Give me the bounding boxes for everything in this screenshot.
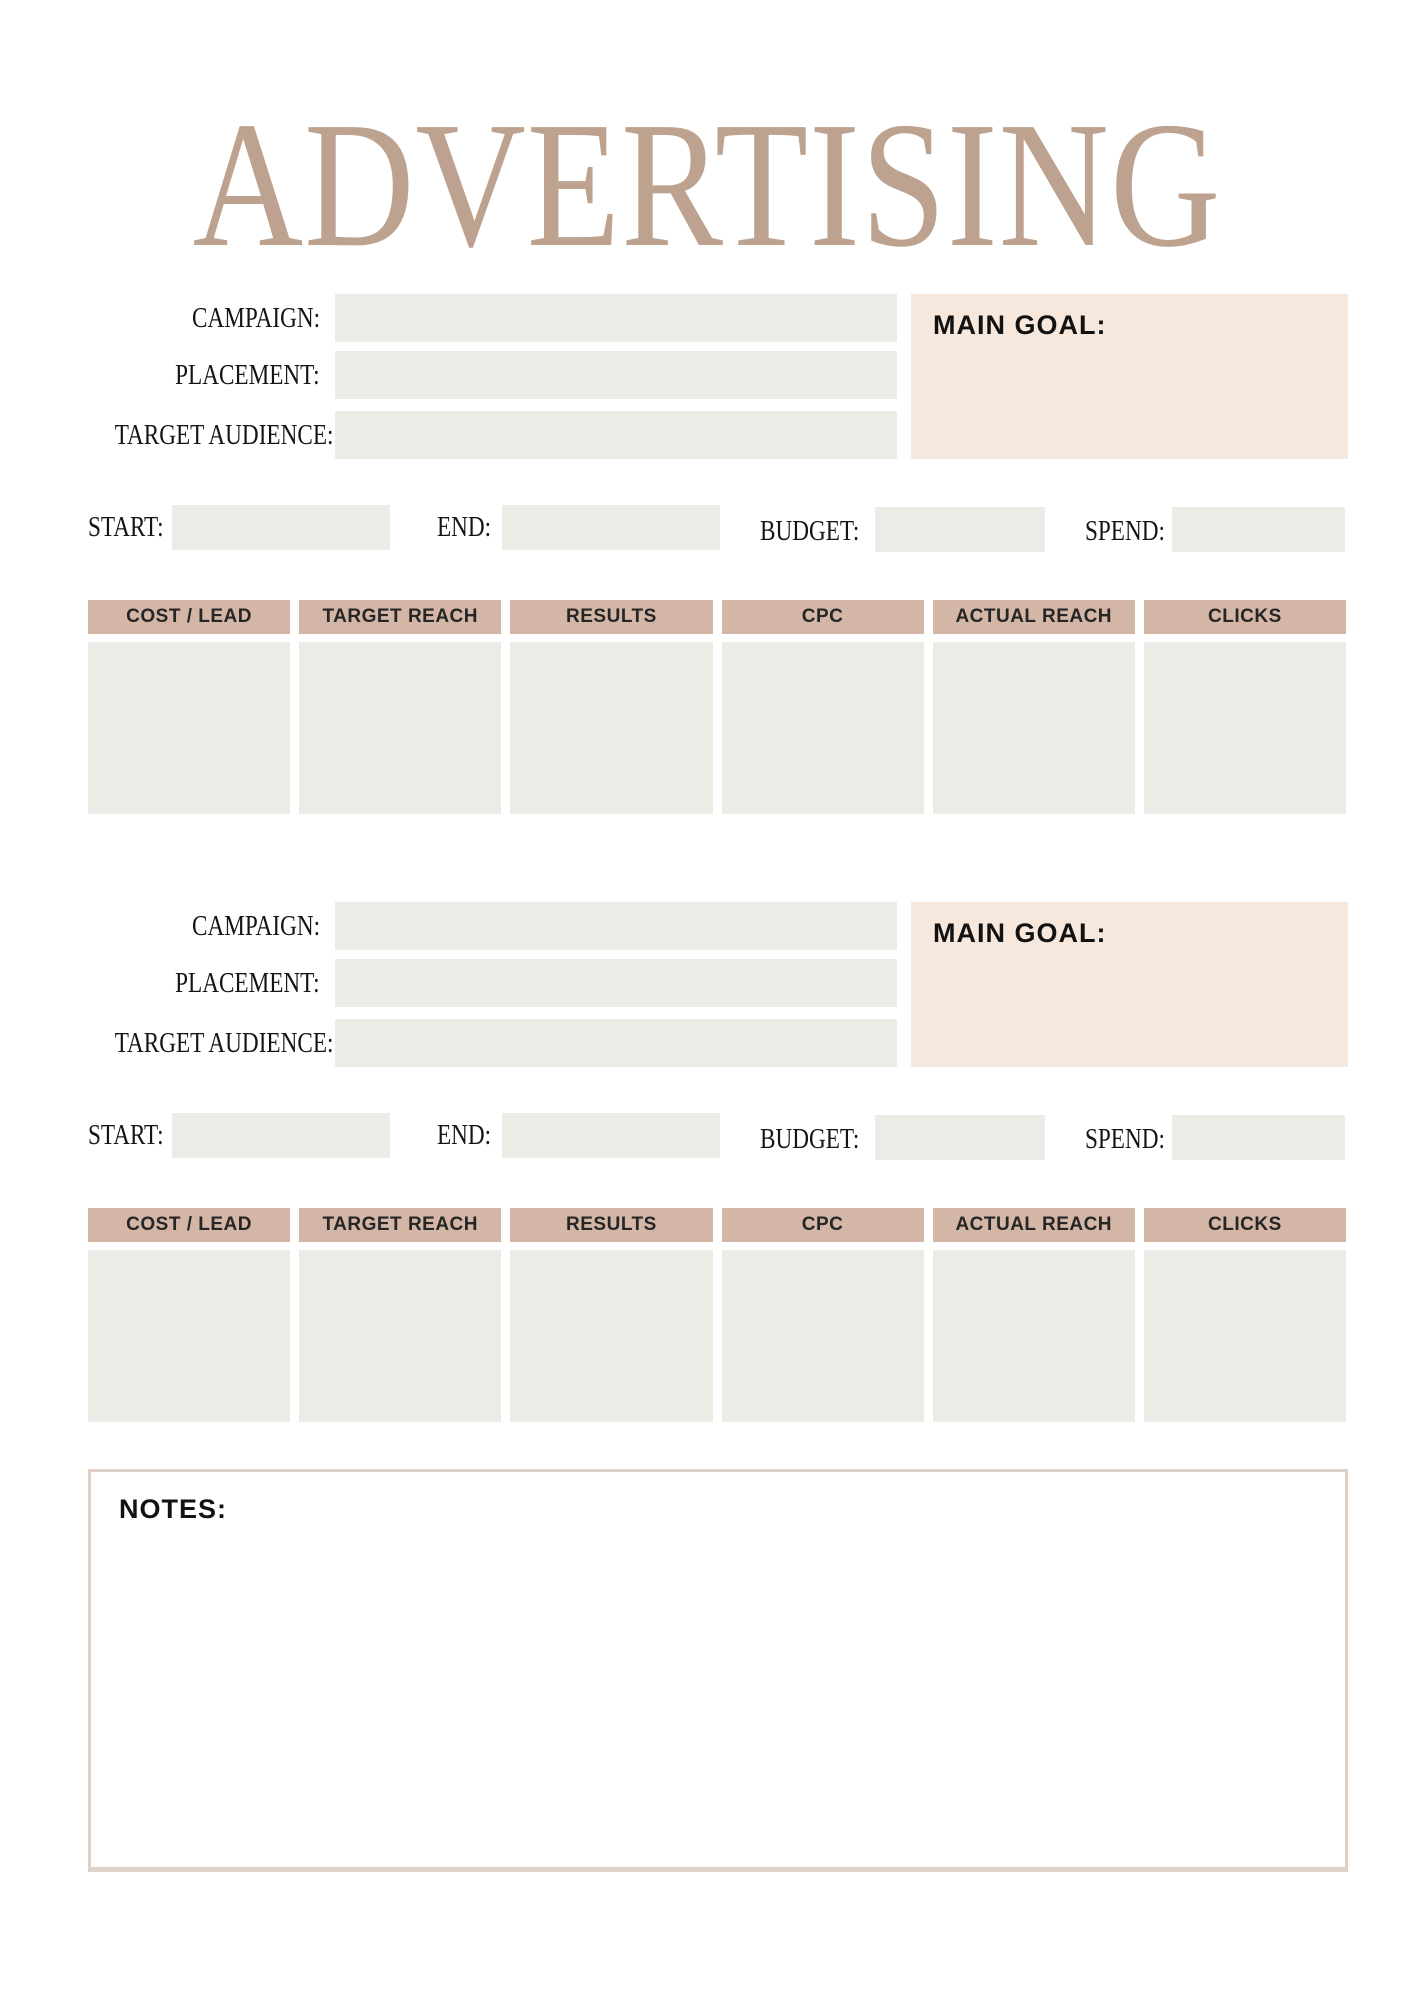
notes-box[interactable] [88,1469,1348,1872]
campaign-section-2 [0,902,1414,1421]
campaign-section-1 [0,294,1414,813]
cell-cpc[interactable] [722,1250,924,1422]
placement-label: PLACEMENT: [175,967,320,999]
col-header-cost-lead: COST / LEAD [88,1208,290,1242]
spend-input[interactable] [1172,507,1345,552]
main-goal-box[interactable] [911,294,1348,459]
budget-label: BUDGET: [760,515,860,547]
start-input[interactable] [172,1113,390,1158]
target-audience-label: TARGET AUDIENCE: [114,1027,334,1059]
target-audience-input[interactable] [335,1019,897,1067]
col-header-actual-reach: ACTUAL REACH [933,600,1135,634]
col-header-target-reach: TARGET REACH [299,600,501,634]
end-label: END: [437,511,492,543]
col-header-clicks: CLICKS [1144,600,1346,634]
cell-target-reach[interactable] [299,642,501,814]
cell-results[interactable] [510,642,712,814]
metrics-table [88,600,1346,814]
cell-clicks[interactable] [1144,1250,1346,1422]
spend-label: SPEND: [1085,515,1165,547]
start-label: START: [88,511,164,543]
placement-input[interactable] [335,959,897,1007]
main-goal-label: MAIN GOAL: [933,310,1107,340]
campaign-input[interactable] [335,902,897,950]
metrics-table [88,1208,1346,1422]
dates-row [0,505,1414,550]
notes-label: NOTES: [119,1494,228,1524]
cell-cost-lead[interactable] [88,1250,290,1422]
col-header-results: RESULTS [510,600,712,634]
col-header-target-reach: TARGET REACH [299,1208,501,1242]
main-goal-box[interactable] [911,902,1348,1067]
cell-actual-reach[interactable] [933,642,1135,814]
campaign-input[interactable] [335,294,897,342]
col-header-cost-lead: COST / LEAD [88,600,290,634]
metrics-table-header [88,1208,1346,1242]
metrics-table-body [88,642,1346,814]
col-header-clicks: CLICKS [1144,1208,1346,1242]
campaign-label: CAMPAIGN: [191,910,320,942]
start-label: START: [88,1119,164,1151]
cell-cost-lead[interactable] [88,642,290,814]
cell-results[interactable] [510,1250,712,1422]
page-title: ADVERTISING [192,85,1222,284]
col-header-cpc: CPC [722,1208,924,1242]
start-input[interactable] [172,505,390,550]
col-header-cpc: CPC [722,600,924,634]
metrics-table-body [88,1250,1346,1422]
end-input[interactable] [502,1113,720,1158]
cell-clicks[interactable] [1144,642,1346,814]
budget-input[interactable] [875,1115,1045,1160]
dates-row [0,1113,1414,1158]
col-header-actual-reach: ACTUAL REACH [933,1208,1135,1242]
placement-input[interactable] [335,351,897,399]
main-goal-label: MAIN GOAL: [933,918,1107,948]
target-audience-input[interactable] [335,411,897,459]
spend-label: SPEND: [1085,1123,1165,1155]
budget-label: BUDGET: [760,1123,860,1155]
target-audience-label: TARGET AUDIENCE: [114,419,334,451]
end-label: END: [437,1119,492,1151]
col-header-results: RESULTS [510,1208,712,1242]
budget-input[interactable] [875,507,1045,552]
end-input[interactable] [502,505,720,550]
cell-cpc[interactable] [722,642,924,814]
placement-label: PLACEMENT: [175,359,320,391]
campaign-label: CAMPAIGN: [191,302,320,334]
spend-input[interactable] [1172,1115,1345,1160]
cell-actual-reach[interactable] [933,1250,1135,1422]
metrics-table-header [88,600,1346,634]
cell-target-reach[interactable] [299,1250,501,1422]
